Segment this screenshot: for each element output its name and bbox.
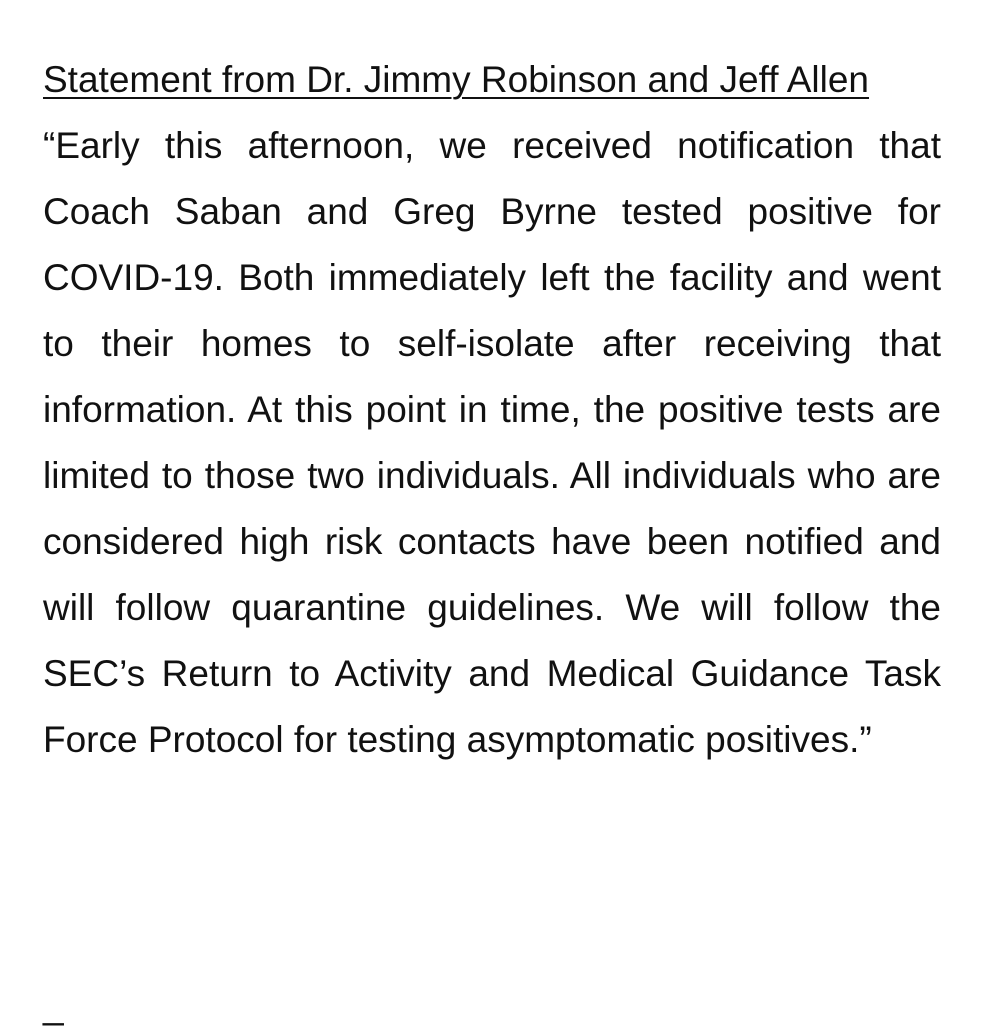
statement-document xyxy=(43,47,941,773)
statement-body: “Early this afternoon, we received notification that Coach Saban and Greg Byrne tested positive for COVID-19. Both immediately left the facility and went to their homes to self-isolate after receiving that information. At this point in time, the positive tests are limited to those two individuals. All individuals who are considered high risk contacts have been notified and will follow quarantine guidelines. We will follow the SEC’s Return to Activity and Medical Guidance Task Force Protocol for testing asymptomatic positives.” xyxy=(43,125,941,760)
trailing-dash: _ xyxy=(43,985,64,1026)
statement-title: Statement from Dr. Jimmy Robinson and Jeff Allen xyxy=(43,59,870,100)
